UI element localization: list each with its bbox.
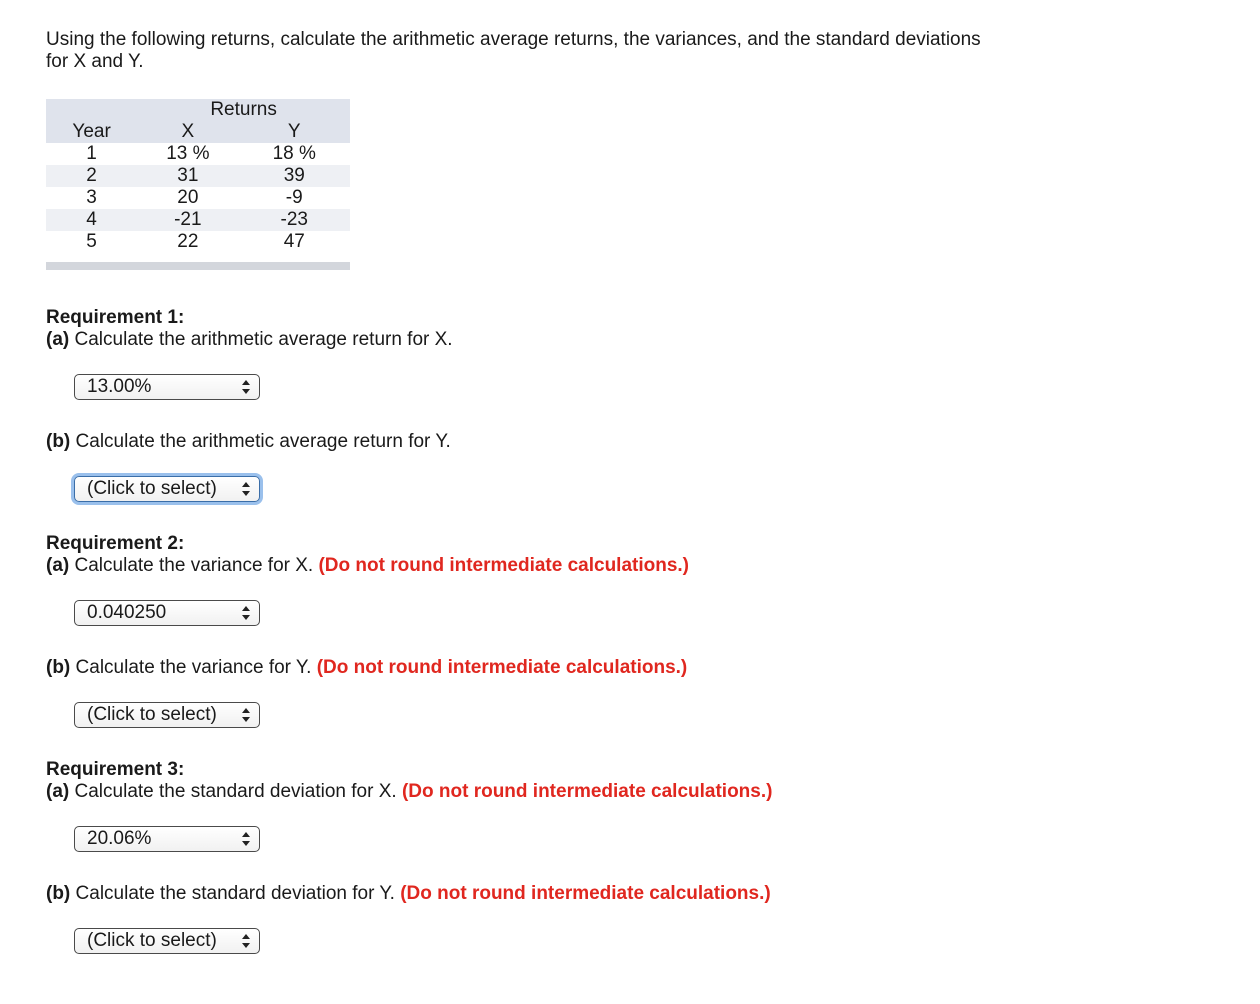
cell-year: 3 — [46, 187, 137, 209]
requirement-3a-select[interactable] — [74, 826, 260, 852]
requirement-1-title: Requirement 1: — [46, 307, 185, 328]
requirement-3a-text — [46, 781, 772, 803]
requirement-2b-text — [46, 657, 687, 679]
requirement-3b-select[interactable] — [74, 928, 260, 954]
requirement-2a-text — [46, 555, 689, 577]
requirement-2b-select[interactable] — [74, 702, 260, 728]
table-bottom-divider — [46, 262, 350, 270]
requirement-1b-select[interactable] — [74, 476, 260, 502]
question-text: Calculate the variance for Y. — [75, 657, 312, 678]
rounding-note: (Do not round intermediate calculations.) — [318, 555, 690, 576]
select-arrows-icon — [242, 380, 250, 394]
selected-value: (Click to select) — [87, 478, 217, 499]
requirement-1a-text — [46, 329, 453, 351]
selected-value: (Click to select) — [87, 930, 217, 951]
table-row — [46, 187, 350, 209]
returns-table — [46, 99, 350, 253]
select-arrows-icon — [242, 482, 250, 496]
returns-group-header: Returns — [137, 99, 350, 121]
part-label: (b) — [46, 883, 71, 904]
rounding-note: (Do not round intermediate calculations.) — [400, 883, 771, 904]
cell-y: 39 — [239, 165, 350, 187]
select-arrows-icon — [242, 708, 250, 722]
part-label: (b) — [46, 657, 71, 678]
cell-y: -23 — [239, 209, 350, 231]
part-label: (a) — [46, 329, 70, 350]
header-y: Y — [239, 121, 350, 143]
selected-value: 20.06% — [87, 828, 152, 849]
table-group-header-row — [46, 99, 350, 121]
selected-value: (Click to select) — [87, 704, 217, 725]
requirement-1a-select[interactable] — [74, 374, 260, 400]
rounding-note: (Do not round intermediate calculations.) — [316, 657, 688, 678]
table-row — [46, 209, 350, 231]
select-arrows-icon — [242, 832, 250, 846]
cell-x: 20 — [137, 187, 238, 209]
question-text: Calculate the standard deviation for X. — [74, 781, 397, 802]
question-text: Calculate the variance for X. — [74, 555, 314, 576]
select-arrows-icon — [242, 606, 250, 620]
requirement-3-title: Requirement 3: — [46, 759, 185, 780]
requirement-2a-select[interactable] — [74, 600, 260, 626]
question-text: Calculate the arithmetic average return for X. — [74, 329, 453, 350]
requirement-3b-text — [46, 883, 771, 905]
cell-year: 1 — [46, 143, 137, 165]
cell-year: 2 — [46, 165, 137, 187]
cell-year: 4 — [46, 209, 137, 231]
cell-y: -9 — [239, 187, 350, 209]
part-label: (a) — [46, 781, 70, 802]
cell-y: 18 % — [239, 143, 350, 165]
requirement-2-title: Requirement 2: — [46, 533, 185, 554]
question-intro: Using the following returns, calculate the arithmetic average returns, the variances, and the standard deviations for X and Y. — [46, 29, 981, 72]
cell-x: -21 — [137, 209, 238, 231]
table-row — [46, 143, 350, 165]
cell-x: 31 — [137, 165, 238, 187]
table-row — [46, 165, 350, 187]
rounding-note: (Do not round intermediate calculations.) — [401, 781, 773, 802]
selected-value: 0.040250 — [87, 602, 167, 623]
cell-x: 13 % — [137, 143, 238, 165]
requirement-1b-text — [46, 431, 451, 453]
select-arrows-icon — [242, 934, 250, 948]
part-label: (b) — [46, 431, 71, 452]
part-label: (a) — [46, 555, 70, 576]
table-header-row — [46, 121, 350, 143]
table-row — [46, 231, 350, 253]
question-text: Calculate the arithmetic average return for Y. — [75, 431, 451, 452]
header-year: Year — [46, 121, 137, 143]
header-x: X — [137, 121, 238, 143]
question-text: Calculate the standard deviation for Y. — [75, 883, 395, 904]
cell-x: 22 — [137, 231, 238, 253]
cell-y: 47 — [239, 231, 350, 253]
selected-value: 13.00% — [87, 376, 152, 397]
cell-year: 5 — [46, 231, 137, 253]
